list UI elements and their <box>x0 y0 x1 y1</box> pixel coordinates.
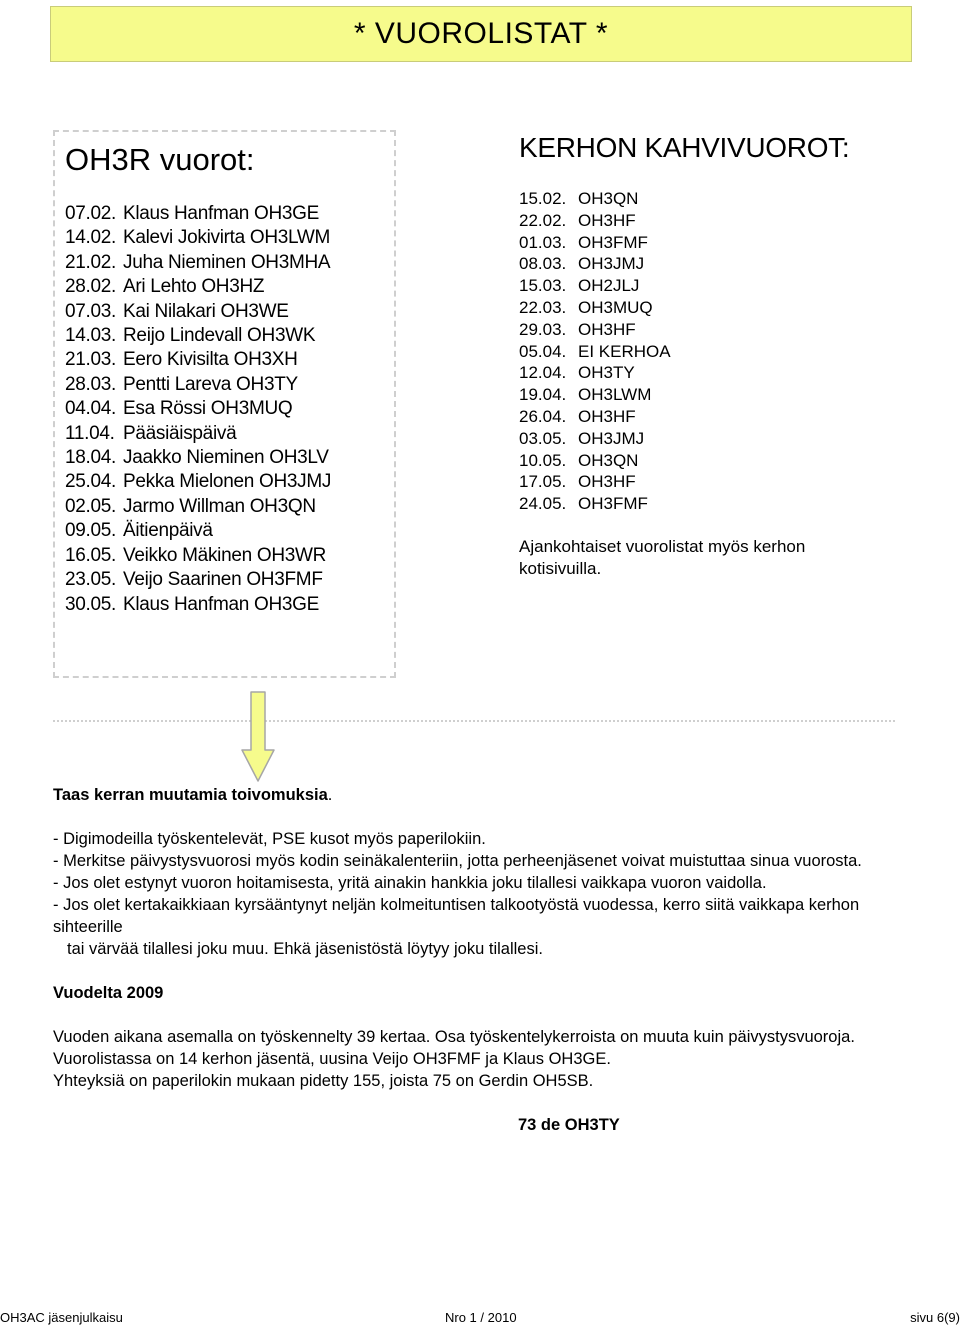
coffee-entry-date: 01.03. <box>519 232 567 252</box>
duty-roster-list <box>65 202 331 617</box>
duty-entry-date: 09.05. <box>65 520 117 542</box>
coffee-entry <box>519 341 671 363</box>
duty-entry <box>65 251 331 275</box>
duty-roster-title: OH3R vuorot: <box>65 142 255 177</box>
coffee-entry-text: OH2JLJ <box>578 276 640 296</box>
duty-entry-date: 14.02. <box>65 227 117 249</box>
duty-entry-text: Ari Lehto OH3HZ <box>123 276 265 298</box>
duty-entry <box>65 593 331 617</box>
coffee-entry-date: 22.02. <box>519 210 567 230</box>
footer-issue: Nro 1 / 2010 <box>445 1310 517 1325</box>
duty-entry-date: 04.04. <box>65 398 117 420</box>
duty-entry <box>65 544 331 568</box>
coffee-entry <box>519 275 671 297</box>
duty-entry-date: 28.03. <box>65 373 117 395</box>
coffee-entry-date: 03.05. <box>519 428 567 448</box>
duty-entry-date: 18.04. <box>65 447 117 469</box>
duty-entry-date: 14.03. <box>65 325 117 347</box>
page-title: * VUOROLISTAT * <box>353 17 609 50</box>
wish-item: - Digimodeilla työskentelevät, PSE kusot myös paperilokiin. <box>53 830 486 848</box>
article-body <box>53 784 903 1136</box>
coffee-entry-text: OH3MUQ <box>578 297 653 317</box>
duty-entry <box>65 373 331 397</box>
coffee-entry <box>519 210 671 232</box>
page-banner <box>50 6 912 62</box>
coffee-entry-text: OH3HF <box>578 319 636 339</box>
coffee-roster-note: Ajankohtaiset vuorolistat myös kerhon kotisivuilla. <box>519 537 806 578</box>
duty-entry-text: Pekka Mielonen OH3JMJ <box>123 471 332 493</box>
coffee-entry-date: 15.03. <box>519 276 567 296</box>
duty-entry-text: Juha Nieminen OH3MHA <box>123 251 331 273</box>
duty-entry <box>65 470 331 494</box>
duty-entry <box>65 348 331 372</box>
coffee-entry-date: 17.05. <box>519 472 567 492</box>
coffee-entry-text: OH3HF <box>578 472 636 492</box>
duty-entry-date: 16.05. <box>65 544 117 566</box>
duty-entry-date: 25.04. <box>65 471 117 493</box>
coffee-entry <box>519 253 671 275</box>
year-paragraph: Vuoden aikana asemalla on työskennelty 39 kertaa. Osa työskentelykerroista on muuta kuin päivystysvuoroja. <box>53 1028 855 1046</box>
coffee-entry-date: 29.03. <box>519 319 567 339</box>
duty-entry-text: Veijo Saarinen OH3FMF <box>123 569 323 591</box>
duty-entry-date: 07.02. <box>65 203 117 224</box>
duty-entry-text: Pääsiäispäivä <box>123 422 237 444</box>
coffee-entry <box>519 406 671 428</box>
coffee-entry <box>519 362 671 384</box>
duty-entry-date: 21.03. <box>65 349 117 371</box>
coffee-entry-text: OH3TY <box>578 363 635 383</box>
signature: 73 de OH3TY <box>518 1116 620 1134</box>
coffee-entry <box>519 232 671 254</box>
coffee-entry <box>519 471 671 493</box>
coffee-entry-date: 19.04. <box>519 385 567 405</box>
duty-entry-text: Jaakko Nieminen OH3LV <box>123 447 329 469</box>
duty-entry <box>65 275 331 299</box>
coffee-entry-date: 24.05. <box>519 494 567 514</box>
duty-entry-date: 23.05. <box>65 569 117 591</box>
coffee-entry-text: OH3JMJ <box>578 428 645 448</box>
duty-entry-text: Eero Kivisilta OH3XH <box>123 349 298 371</box>
duty-entry <box>65 446 331 470</box>
duty-entry <box>65 300 331 324</box>
coffee-entry-text: OH3FMF <box>578 494 648 514</box>
duty-entry-date: 07.03. <box>65 300 117 322</box>
duty-entry-text: Veikko Mäkinen OH3WR <box>123 544 327 566</box>
wish-item: - Merkitse päivystysvuorosi myös kodin seinäkalenteriin, jotta perheenjäsenet voivat muistuttaa sinua vuorosta. <box>53 852 862 870</box>
coffee-roster-title: KERHON KAHVIVUOROT: <box>519 132 850 163</box>
down-arrow-icon <box>240 690 276 784</box>
duty-entry <box>65 495 331 519</box>
duty-entry <box>65 397 331 421</box>
coffee-entry-date: 12.04. <box>519 363 567 383</box>
duty-entry-date: 11.04. <box>65 422 115 444</box>
duty-entry-date: 21.02. <box>65 251 117 273</box>
wishes-heading: Taas kerran muutamia toivomuksia <box>53 786 328 804</box>
wishes-heading-period: . <box>327 786 333 804</box>
duty-entry <box>65 324 331 348</box>
wish-item: - Jos olet kertakaikkiaan kyrsääntynyt neljän kolmeituntisen talkootyöstä vuodessa, kerro siitä vaikkapa kerhon sihteerille <box>53 896 860 936</box>
coffee-entry <box>519 188 671 210</box>
coffee-entry-date: 26.04. <box>519 406 567 426</box>
coffee-entry <box>519 319 671 341</box>
wish-item: tai värvää tilallesi joku muu. Ehkä jäsenistöstä löytyy joku tilallesi. <box>67 940 543 958</box>
year-paragraph: Vuorolistassa on 14 kerhon jäsentä, uusina Veijo OH3FMF ja Klaus OH3GE. <box>53 1050 611 1068</box>
year-paragraph: Yhteyksiä on paperilokin mukaan pidetty 155, joista 75 on Gerdin OH5SB. <box>53 1072 594 1090</box>
duty-entry-date: 28.02. <box>65 276 117 298</box>
coffee-entry-date: 10.05. <box>519 450 567 470</box>
coffee-entry-text: OH3FMF <box>578 232 648 252</box>
coffee-entry-text: OH3JMJ <box>578 254 645 274</box>
coffee-entry-text: OH3HF <box>578 210 636 230</box>
coffee-entry <box>519 384 671 406</box>
coffee-entry <box>519 297 671 319</box>
coffee-entry-date: 22.03. <box>519 297 567 317</box>
coffee-entry-text: OH3QN <box>578 189 639 208</box>
duty-entry-text: Reijo Lindevall OH3WK <box>123 325 316 347</box>
coffee-entry <box>519 428 671 450</box>
coffee-entry-date: 08.03. <box>519 254 567 274</box>
page-footer <box>0 1310 960 1328</box>
coffee-entry-date: 05.04. <box>519 341 567 361</box>
duty-entry-text: Pentti Lareva OH3TY <box>123 373 298 395</box>
coffee-entry <box>519 450 671 472</box>
wishes-heading-line <box>53 784 903 806</box>
coffee-entry-date: 15.02. <box>519 189 567 208</box>
duty-entry <box>65 519 331 543</box>
duty-entry <box>65 202 331 226</box>
coffee-entry <box>519 493 671 515</box>
footer-page-number: sivu 6(9) <box>910 1310 960 1325</box>
coffee-entry-text: OH3LWM <box>578 385 652 405</box>
wish-item: - Jos olet estynyt vuoron hoitamisesta, yritä ainakin hankkia joku tilallesi vaikkapa vuoron vaidolla. <box>53 874 767 892</box>
duty-entry-text: Kalevi Jokivirta OH3LWM <box>123 227 331 249</box>
section-divider <box>53 720 895 722</box>
coffee-roster-list <box>519 188 671 515</box>
duty-roster-box <box>53 130 396 678</box>
coffee-entry-text: OH3QN <box>578 450 639 470</box>
duty-entry-date: 30.05. <box>65 593 117 615</box>
footer-publication: OH3AC jäsenjulkaisu <box>0 1310 123 1325</box>
duty-entry-text: Klaus Hanfman OH3GE <box>123 593 319 615</box>
duty-entry-text: Kai Nilakari OH3WE <box>123 300 289 322</box>
coffee-entry-text: OH3HF <box>578 406 636 426</box>
duty-entry-date: 02.05. <box>65 495 117 517</box>
coffee-entry-text: EI KERHOA <box>578 341 671 361</box>
duty-entry-text: Klaus Hanfman OH3GE <box>123 203 319 224</box>
year-heading: Vuodelta 2009 <box>53 984 164 1002</box>
duty-entry-text: Jarmo Willman OH3QN <box>123 495 316 517</box>
duty-entry <box>65 568 331 592</box>
duty-entry-text: Esa Rössi OH3MUQ <box>123 398 293 420</box>
duty-entry-text: Äitienpäivä <box>123 520 213 542</box>
duty-entry <box>65 226 331 250</box>
duty-entry <box>65 422 331 446</box>
